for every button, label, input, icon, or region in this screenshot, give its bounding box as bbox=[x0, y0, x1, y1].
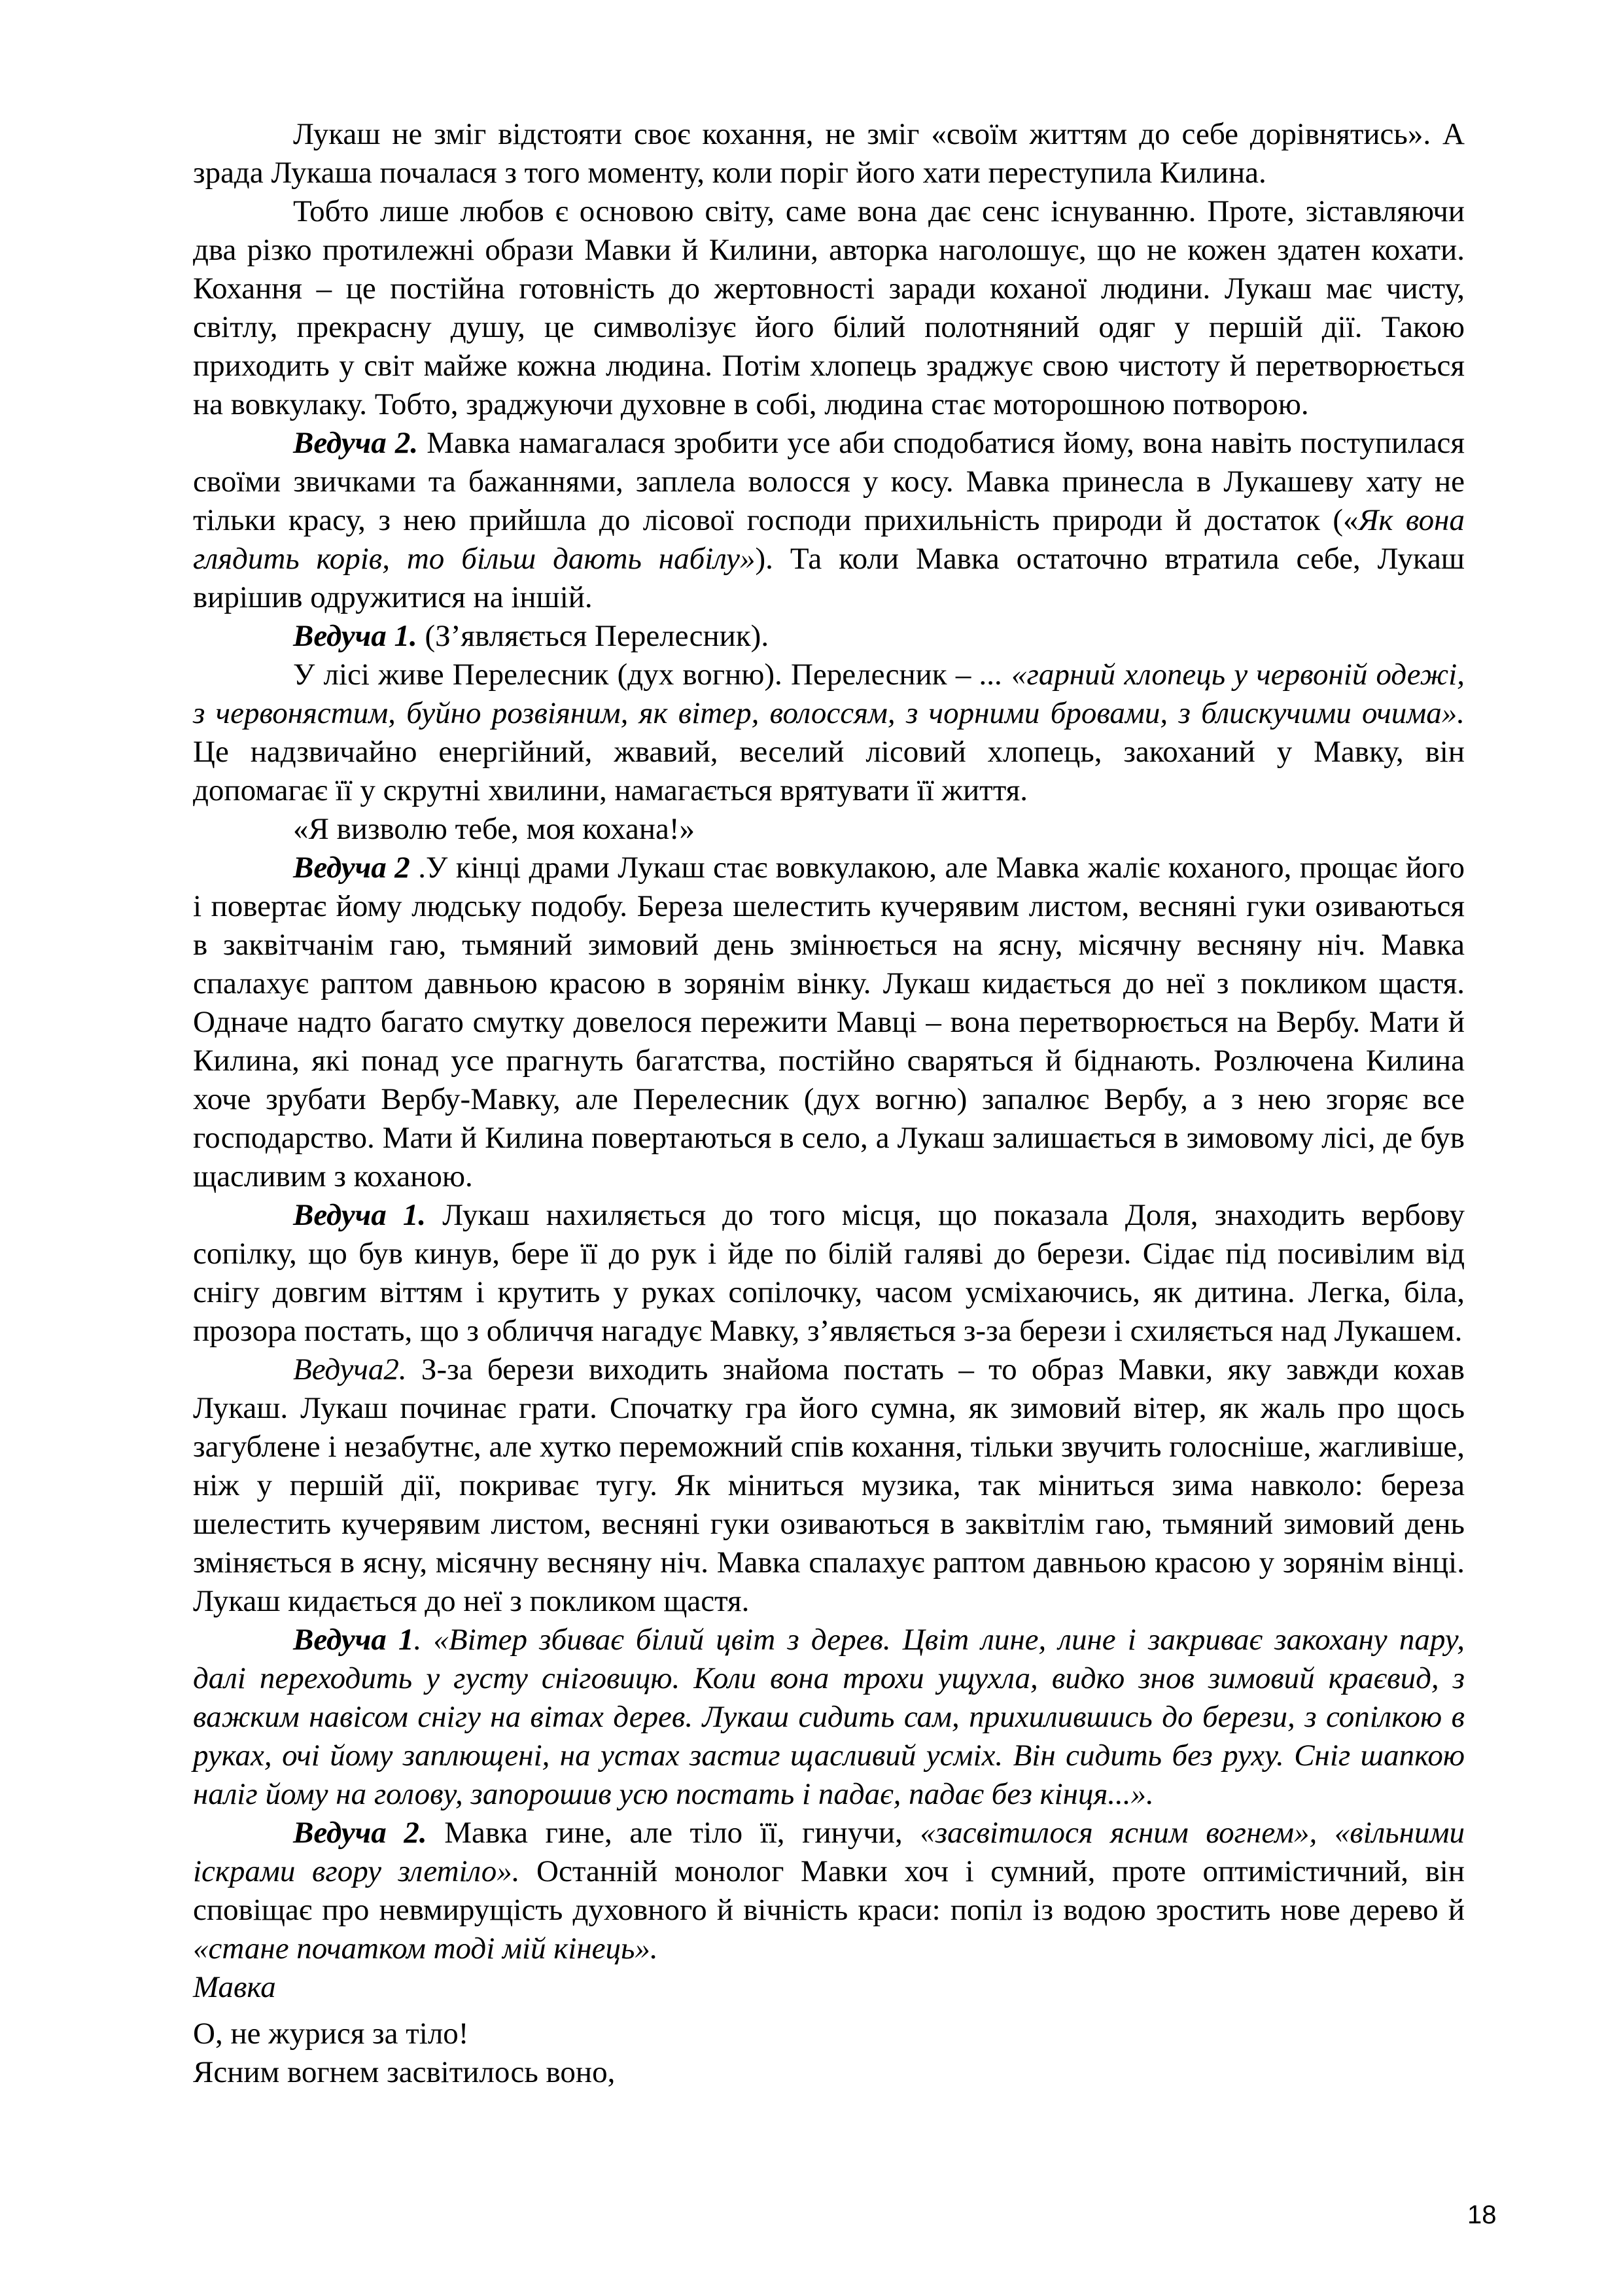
paragraph-1 bbox=[193, 115, 1465, 192]
paragraph-text: Мавка намагалася зробити усе аби сподобатися йому, вона навіть поступилася своїми звичками та бажаннями, заплела волосся у косу. Мавка принесла в Лукашеву хату не тільки красу, з нею прийшла до лісової господи прихильність природи й достаток (« bbox=[193, 426, 1465, 537]
quote-text: «стане початком тоді мій кінець». bbox=[193, 1932, 658, 1966]
page-number: 18 bbox=[1467, 2200, 1497, 2229]
speaker-label: Ведуча 2. bbox=[293, 426, 419, 460]
paragraph-4 bbox=[193, 617, 1465, 656]
paragraph-text: Лукаш не зміг відстояти своє кохання, не зміг «своїм життям до себе дорівнятись». А зрада Лукаша почалася з того моменту, коли поріг його хати переступила Килина. bbox=[193, 117, 1465, 190]
speaker-label: Ведуча2. bbox=[293, 1352, 407, 1386]
speaker-label: Ведуча 1. bbox=[293, 1198, 427, 1232]
paragraph-10 bbox=[193, 1621, 1465, 1814]
quote-text: . «Вітер збиває білий цвіт з дерев. Цвіт лине, лине і закриває закохану пару, далі переходить у густу сніговицю. Коли вона трохи ущухла, видко знов зимовий краєвид, з важким навісом снігу на вітах дерев. Лукаш сидить сам, прихилившись до берези, з сопілкою в руках, очі йому заплющені, на устах застиг щасливий усміх. Він сидить без руху. Сніг шапкою наліг йому на голову, запорошив усю постать і падає, падає без кінця...». bbox=[193, 1623, 1465, 1811]
paragraph-text: У лісі живе Перелесник (дух вогню). Перелесник – bbox=[293, 658, 980, 692]
paragraph-text: Мавка гине, але тіло її, гинучи, bbox=[427, 1816, 920, 1850]
paragraph-text: Останній монолог Мавки хоч і сумний, проте оптимістичний, він сповіщає про невмирущість духовного й вічність краси: попіл із водою зростить нове дерево й bbox=[193, 1854, 1465, 1927]
verse-text: О, не журися за тіло! bbox=[193, 2017, 469, 2051]
paragraph-text: Лукаш нахиляється до того місця, що показала Доля, знаходить вербову сопілку, що був кинув, бере її до рук і йде по білій галяві до берези. Сідає під посивілим від снігу довгим віттям і крутить у руках сопілочку, часом усміхаючись, як дитина. Легка, біла, прозора постать, що з обличчя нагадує Мавку, з’являється з-за берези і схиляється над Лукашем. bbox=[193, 1198, 1465, 1348]
paragraph-text: З-за берези виходить знайома постать – то образ Мавки, яку завжди кохав Лукаш. Лукаш починає грати. Спочатку гра його сумна, як зимовий вітер, як жаль про щось загублене і незабутнє, але хутко переможний спів кохання, тільки звучить голосніше, жагливіше, ніж у першій дії, покриває тугу. Як міниться музика, так міниться зима навколо: береза шелестить кучерявим листом, весняні гуки озиваються в заквітлім гаю, тьмяний зимовий день зміняється в ясну, місячну весняну ніч. Мавка спалахує раптом давньою красою у зорянім вінці. Лукаш кидається до неї з покликом щастя. bbox=[193, 1352, 1465, 1618]
speaker-label: Ведуча 2 bbox=[293, 851, 410, 885]
paragraph-8 bbox=[193, 1196, 1465, 1351]
paragraph-text: Тобто лише любов є основою світу, саме вона дає сенс існуванню. Проте, зіставляючи два різко протилежні образи Мавки й Килини, авторка наголошує, що не кожен здатен кохати. Кохання – це постійна готовність до жертовності заради коханої людини. Лукаш має чисту, світлу, прекрасну душу, це символізує його білий полотняний одяг у першій дії. Такою приходить у світ майже кожна людина. Потім хлопець зраджує свою чистоту й перетворюється на вовкулаку. Тобто, зраджуючи духовне в собі, людина стає моторошною потворою. bbox=[193, 194, 1465, 421]
paragraph-2 bbox=[193, 192, 1465, 424]
paragraph-9 bbox=[193, 1351, 1465, 1621]
quote-text: «засвітилося ясним вогнем», «вільними іскрами вгору злетіло». bbox=[193, 1816, 1465, 1888]
paragraph-3 bbox=[193, 424, 1465, 617]
quote-text: Як вона глядить корів, то більш дають набілу» bbox=[193, 503, 1465, 576]
quote-text: ... «гарний хлопець у червоній одежі, з червонястим, буйно розвіяним, як вітер, волоссям, з чорними бровами, з блискучими очима». bbox=[193, 658, 1465, 730]
paragraph-text: .У кінці драми Лукаш стає вовкулакою, але Мавка жаліє коханого, прощає його і повертає йому людську подобу. Береза шелестить кучерявим листом, весняні гуки озиваються в заквітчанім гаю, тьмяний зимовий день змінюється на ясну, місячну весняну ніч. Мавка спалахує раптом давньою красою в зорянім вінку. Лукаш кидається до неї з покликом щастя. Одначе надто багато смутку довелося пережити Мавці – вона перетворюється на Вербу. Мати й Килина, які понад усе прагнуть багатства, постійно сваряться й біднають. Розлючена Килина хоче зрубати Вербу-Мавку, але Перелесник (дух вогню) запалює Вербу, а з нею згоряє все господарство. Мати й Килина повертаються в село, а Лукаш залишається в зимовому лісі, де був щасливим з коханою. bbox=[193, 851, 1465, 1193]
verse-text: Ясним вогнем засвітилось воно, bbox=[193, 2055, 616, 2089]
document-body bbox=[193, 115, 1465, 2092]
speaker-label: Мавка bbox=[193, 1970, 276, 2004]
paragraph-text: Це надзвичайно енергійний, жвавий, веселий лісовий хлопець, закоханий у Мавку, він допомагає її у скрутні хвилини, намагається врятувати її життя. bbox=[193, 735, 1465, 807]
quote-line: «Я визволю тебе, моя кохана!» bbox=[293, 812, 695, 846]
paragraph-5 bbox=[193, 656, 1465, 810]
paragraph-11 bbox=[193, 1814, 1465, 1968]
paragraph-7 bbox=[193, 849, 1465, 1196]
speaker-label: Ведуча 1. bbox=[293, 619, 417, 653]
paragraph-text: ). Та коли Мавка остаточно втратила себе, Лукаш вирішив одружитися на іншій. bbox=[193, 542, 1465, 614]
speaker-label: Ведуча 1 bbox=[293, 1623, 414, 1657]
verse-line-1 bbox=[193, 2015, 1465, 2053]
verse-line-2 bbox=[193, 2053, 1465, 2092]
stage-direction: (З’являється Перелесник). bbox=[417, 619, 769, 653]
speaker-label: Ведуча 2. bbox=[293, 1816, 427, 1850]
verse-speaker bbox=[193, 1968, 1465, 2007]
paragraph-6 bbox=[193, 810, 1465, 849]
